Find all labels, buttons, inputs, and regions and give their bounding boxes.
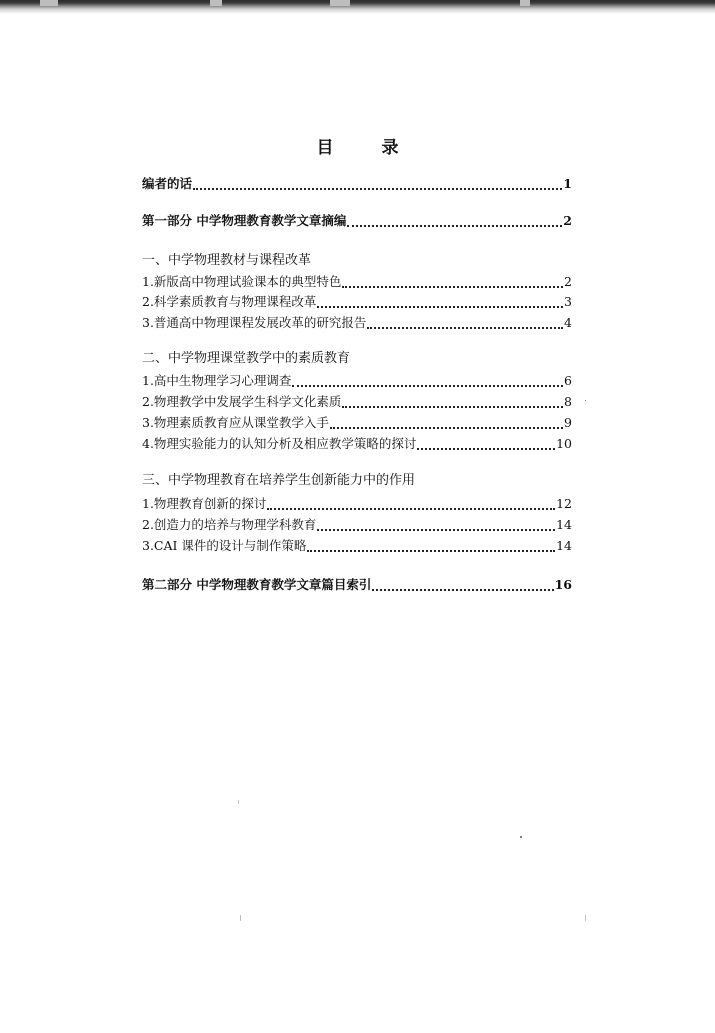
toc-entry-page: 6 bbox=[564, 373, 572, 388]
toc-entry[interactable] bbox=[142, 314, 572, 332]
leader-dots bbox=[367, 317, 563, 329]
toc-entry-page: 1 bbox=[563, 176, 572, 191]
section-heading-3: 三、中学物理教育在培养学生创新能力中的作用 bbox=[142, 473, 416, 488]
leader-dots bbox=[372, 579, 553, 591]
title-char-2: 录 bbox=[381, 138, 399, 158]
toc-entry-label: 3.普通高中物理课程发展改革的研究报告 bbox=[142, 315, 367, 330]
leader-dots bbox=[317, 296, 563, 308]
toc-entry-page: 16 bbox=[554, 577, 572, 592]
toc-entry-page: 12 bbox=[556, 496, 572, 511]
leader-dots bbox=[342, 396, 563, 408]
leader-dots bbox=[267, 498, 555, 510]
leader-dots bbox=[193, 178, 562, 190]
toc-entry-page: 3 bbox=[564, 294, 572, 309]
toc-entry-page: 2 bbox=[563, 213, 572, 228]
scan-speck bbox=[240, 915, 241, 921]
scan-speck bbox=[585, 400, 586, 401]
toc-entry-label: 2.创造力的培养与物理学科教育 bbox=[142, 517, 317, 532]
toc-entry[interactable] bbox=[142, 435, 572, 453]
toc-entry-page: 10 bbox=[556, 436, 572, 451]
leader-dots bbox=[342, 276, 563, 288]
toc-entry-page: 2 bbox=[564, 274, 572, 289]
toc-entry[interactable] bbox=[142, 273, 572, 291]
toc-entry-label: 2.科学素质教育与物理课程改革 bbox=[142, 294, 317, 309]
toc-entry-label: 4.物理实验能力的认知分析及相应教学策略的探讨 bbox=[142, 436, 417, 451]
scan-edge-artifact bbox=[0, 0, 715, 14]
toc-entry-label: 1.物理教育创新的探讨 bbox=[142, 496, 267, 511]
page-title bbox=[0, 133, 715, 158]
section-heading-2: 二、中学物理课堂教学中的素质教育 bbox=[142, 351, 351, 366]
leader-dots bbox=[317, 519, 555, 531]
toc-entry[interactable] bbox=[142, 495, 572, 513]
toc-entry-label: 2.物理教学中发展学生科学文化素质 bbox=[142, 394, 342, 409]
toc-entry[interactable] bbox=[142, 537, 572, 555]
leader-dots bbox=[292, 375, 563, 387]
scan-speck bbox=[520, 836, 522, 838]
toc-entry-label: 1.新版高中物理试验课本的典型特色 bbox=[142, 274, 342, 289]
toc-entry-label: 3.CAI 课件的设计与制作策略 bbox=[142, 538, 307, 553]
toc-entry[interactable] bbox=[142, 393, 572, 411]
toc-entry[interactable] bbox=[142, 414, 572, 432]
scan-speck bbox=[238, 800, 239, 804]
toc-entry-label: 1.高中生物理学习心理调查 bbox=[142, 373, 292, 388]
toc-entry-label: 第一部分 中学物理教育教学文章摘编 bbox=[142, 213, 347, 228]
leader-dots bbox=[330, 417, 563, 429]
toc-entry-page: 14 bbox=[556, 517, 572, 532]
scan-speck bbox=[585, 915, 586, 921]
title-char-1: 目 bbox=[316, 138, 334, 158]
section-heading-1: 一、中学物理教材与课程改革 bbox=[142, 253, 312, 268]
toc-entry-page: 9 bbox=[564, 415, 572, 430]
toc-entry-page: 8 bbox=[564, 394, 572, 409]
toc-entry[interactable] bbox=[142, 372, 572, 390]
toc-entry[interactable] bbox=[142, 516, 572, 534]
toc-entry-label: 第二部分 中学物理教育教学文章篇目索引 bbox=[142, 577, 372, 592]
toc-entry-page: 4 bbox=[564, 315, 572, 330]
toc-entry-label: 编者的话 bbox=[142, 176, 193, 191]
toc-entry-page: 14 bbox=[556, 538, 572, 553]
leader-dots bbox=[307, 540, 555, 552]
toc-entry-part1[interactable] bbox=[142, 212, 572, 230]
leader-dots bbox=[417, 438, 555, 450]
leader-dots bbox=[347, 215, 562, 227]
toc-entry[interactable] bbox=[142, 293, 572, 311]
toc-entry-label: 3.物理素质教育应从课堂教学入手 bbox=[142, 415, 329, 430]
toc-entry-preface[interactable] bbox=[142, 175, 572, 193]
toc-entry-part2[interactable] bbox=[142, 576, 572, 594]
